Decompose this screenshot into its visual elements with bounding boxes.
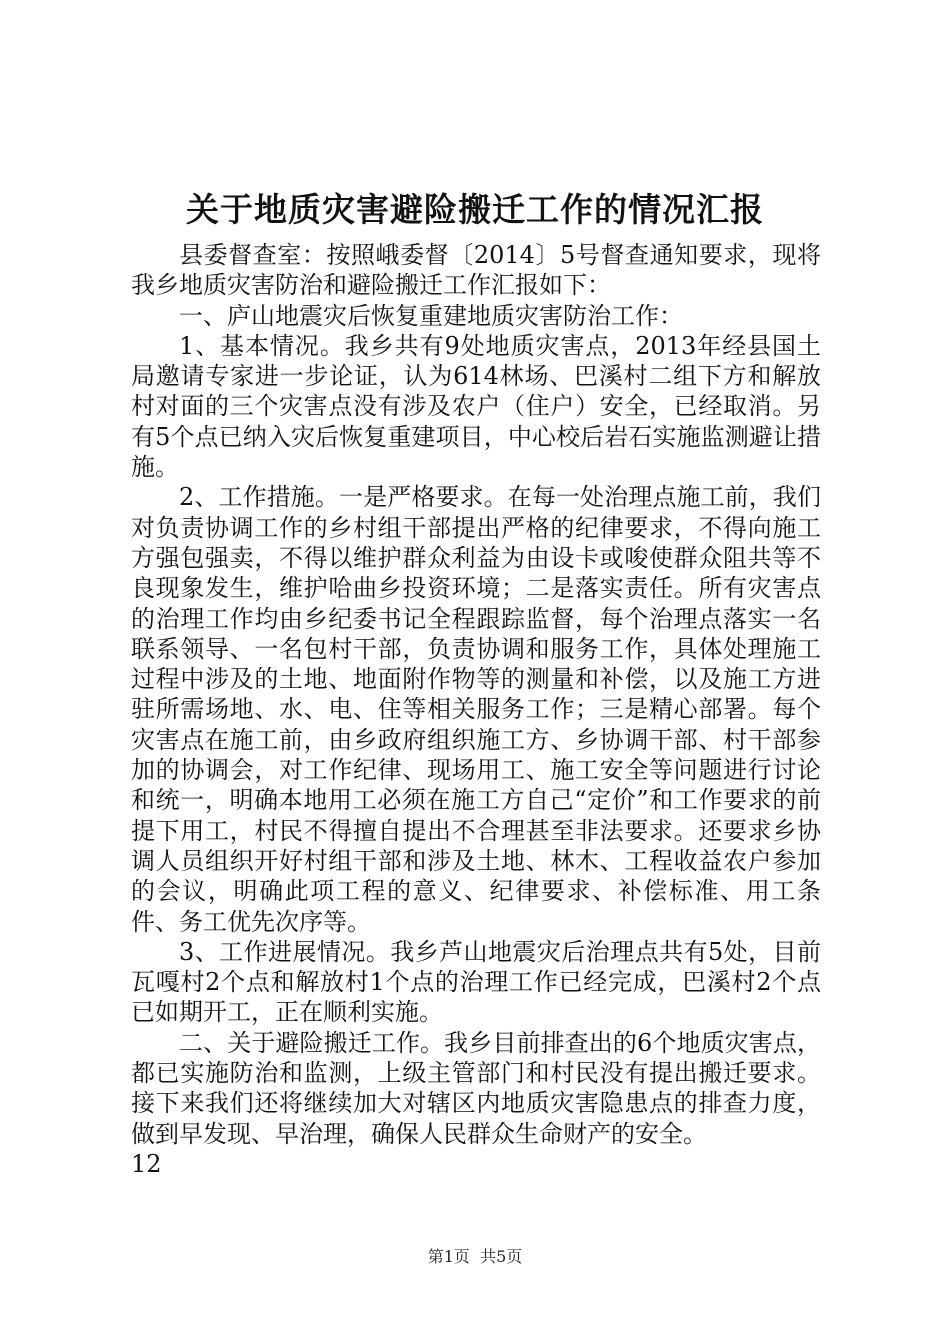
document-body: [131, 240, 821, 1179]
paragraph-work-measures: 2、工作措施。一是严格要求。在每一处治理点施工前，我们对负责协调工作的乡村组干部提出严格的纪律要求，不得向施工方强包强卖，不得以维护群众利益为由设卡或唆使群众阻共等不良现象发生，维护哈曲乡投资环境；二是落实责任。所有灾害点的治理工作均由乡纪委书记全程跟踪监督，每个治理点落实一名联系领导、一名包村干部，负责协调和服务工作，具体处理施工过程中涉及的土地、地面附作物等的测量和补偿，以及施工方进驻所需场地、水、电、住等相关服务工作；三是精心部署。每个灾害点在施工前，由乡政府组织施工方、乡协调干部、村干部参加的协调会，对工作纪律、现场用工、施工安全等问题进行讨论和统一，明确本地用工必须在施工方自己“定价”和工作要求的前提下用工，村民不得擅自提出不合理甚至非法要求。还要求乡协调人员组织开好村组干部和涉及土地、林木、工程收益农户参加的会议，明确此项工程的意义、纪律要求、补偿标准、用工条件、务工优先次序等。: [131, 483, 821, 936]
page-number-footer: 第1页 共5页: [427, 1247, 523, 1266]
paragraph-basic-situation: 1、基本情况。我乡共有9处地质灾害点，2013年经县国土局邀请专家进一步论证，认为614林场、巴溪村二组下方和解放村对面的三个灾害点没有涉及农户（住户）安全，已经取消。另有5个点已纳入灾后恢复重建项目，中心校后岩石实施监测避让措施。: [131, 331, 821, 482]
document-title: 关于地质灾害避险搬迁工作的情况汇报: [186, 190, 764, 229]
paragraph-recipient: 县委督查室：按照峨委督〔2014〕5号督查通知要求，现将我乡地质灾害防治和避险搬迁工作汇报如下：: [131, 241, 821, 300]
paragraph-progress: 3、工作进展情况。我乡芦山地震灾后治理点共有5处，目前瓦嘎村2个点和解放村1个点的治理工作已经完成，巴溪村2个点已如期开工，正在顺利实施。: [131, 937, 821, 1027]
paragraph-section-one-heading: 一、庐山地震灾后恢复重建地质灾害防治工作：: [179, 301, 683, 330]
paragraph-trailing-number: 12: [131, 1149, 162, 1178]
paragraph-relocation: 二、关于避险搬迁工作。我乡目前排查出的6个地质灾害点，都已实施防治和监测，上级主管部门和村民没有提出搬迁要求。接下来我们还将继续加大对辖区内地质灾害隐患点的排查力度，做到早发现、早治理，确保人民群众生命财产的安全。: [131, 1028, 821, 1148]
